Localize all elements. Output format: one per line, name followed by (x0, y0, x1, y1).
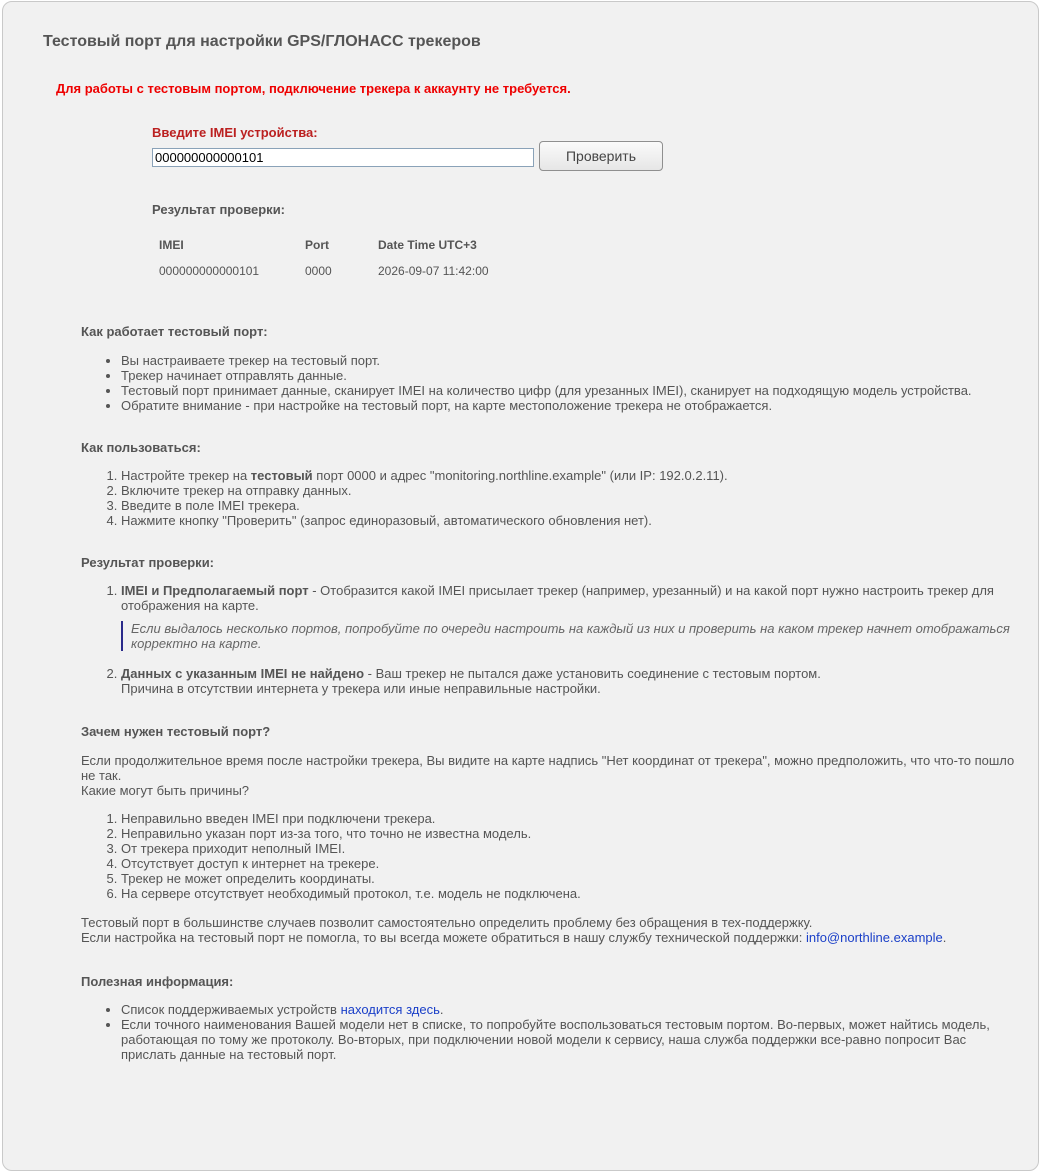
results-help-list (81, 583, 1021, 696)
useful-list (81, 1002, 1021, 1062)
support-email-link[interactable]: info@northline.example (805, 930, 943, 945)
list-item: 2. Включите трекер на отправку данных. (121, 483, 1021, 498)
list-item: 4. Отсутствует доступ к интернет на трекере. (121, 856, 1021, 871)
result-cell-imei: 000000000000101 (159, 264, 260, 278)
list-item: 2. Неправильно указан порт из-за того, что точно не известна модель. (121, 826, 1021, 841)
list-item: 4. Нажмите кнопку "Проверить" (запрос единоразовый, автоматического обновления нет). (121, 513, 1021, 528)
result-header-datetime: Date Time UTC+3 (378, 238, 477, 252)
list-item: 3. От трекера приходит неполный IMEI. (121, 841, 1021, 856)
imei-label: Введите IMEI устройства: (152, 125, 318, 140)
result-cell-port: 0000 (305, 264, 332, 278)
supported-devices-link[interactable]: находится здесь (340, 1002, 440, 1017)
why-outro-2: Если настройка на тестовый порт не помогла, то вы всегда можете обратиться в нашу службу технической поддержки: info@northline.example. (81, 930, 947, 945)
list-item: 6. На сервере отсутствует необходимый протокол, т.е. модель не подключена. (121, 886, 1021, 901)
how-use-title: Как пользоваться: (81, 440, 201, 455)
list-item: • Вы настраиваете трекер на тестовый порт. (121, 353, 1021, 368)
reasons-list (81, 811, 1021, 901)
list-item: • Список поддерживаемых устройств находится здесь. (121, 1002, 1021, 1017)
why-intro: Если продолжительное время после настройки трекера, Вы видите на карте надпись "Нет координат от трекера", можно предположить, что что-то пошло не так. (81, 753, 1015, 783)
why-outro-1: Тестовый порт в большинстве случаев позволит самостоятельно определить проблему без обращения в тех-поддержку. (81, 915, 813, 930)
check-button[interactable]: Проверить (539, 141, 663, 171)
how-works-list (81, 353, 1021, 413)
why-title: Зачем нужен тестовый порт? (81, 724, 271, 739)
warning-message: Для работы с тестовым портом, подключение трекера к аккаунту не требуется. (56, 81, 571, 96)
list-item: • Если точного наименования Вашей модели нет в списке, то попробуйте воспользоваться тестовым портом. Во-первых, может найтись модель, работающая по тому же протоколу. Во-вторых, при подключении новой модели к сервису, наша служба поддержки все-равно попросит Вас прислать данные на тестовый порт. (121, 1017, 1021, 1062)
why-question: Какие могут быть причины? (81, 783, 250, 798)
list-item: • Трекер начинает отправлять данные. (121, 368, 1021, 383)
multiple-ports-note: Если выдалось несколько портов, попробуйте по очереди настроить на каждый из них и проверить на каком трекер начнет отображаться корректно на карте. (121, 621, 1021, 651)
how-works-title: Как работает тестовый порт: (81, 324, 268, 339)
how-use-list (81, 468, 1021, 528)
result-header-port: Port (305, 238, 329, 252)
main-panel (2, 1, 1039, 1171)
useful-title: Полезная информация: (81, 974, 234, 989)
page-title: Тестовый порт для настройки GPS/ГЛОНАСС трекеров (43, 33, 481, 50)
list-item: • Обратите внимание - при настройке на тестовый порт, на карте местоположение трекера не отображается. (121, 398, 1021, 413)
list-item: 5. Трекер не может определить координаты. (121, 871, 1021, 886)
result-cell-datetime: 2026-09-07 11:42:00 (378, 264, 489, 278)
list-item: 2. Данных с указанным IMEI не найдено - Ваш трекер не пытался даже установить соединение с тестовым портом. Причина в отсутствии интернета у трекера или иные неправильные настройки. (121, 666, 1021, 696)
list-item: 3. Введите в поле IMEI трекера. (121, 498, 1021, 513)
list-item: 1. IMEI и Предполагаемый порт - Отобразится какой IMEI присылает трекер (например, урезанный) и на какой порт нужно настроить трекер для отображения на карте. Если выдалось несколько портов, попробуйте по очереди настроить на каждый из них и проверить на каком трекер начнет отображаться корректно на карте. (121, 583, 1021, 651)
imei-input[interactable] (152, 148, 534, 167)
result-header-imei: IMEI (159, 238, 184, 252)
list-item: 1. Неправильно введен IMEI при подключени трекера. (121, 811, 1021, 826)
help-content (81, 324, 1021, 1062)
result-title: Результат проверки: (152, 202, 286, 217)
list-item: 1. Настройте трекер на тестовый порт 0000 и адрес "monitoring.northline.example" (или IP: 192.0.2.11). (121, 468, 1021, 483)
list-item: • Тестовый порт принимает данные, сканирует IMEI на количество цифр (для урезанных IMEI), сканирует на подходящую модель устройства. (121, 383, 1021, 398)
results-help-title: Результат проверки: (81, 555, 215, 570)
